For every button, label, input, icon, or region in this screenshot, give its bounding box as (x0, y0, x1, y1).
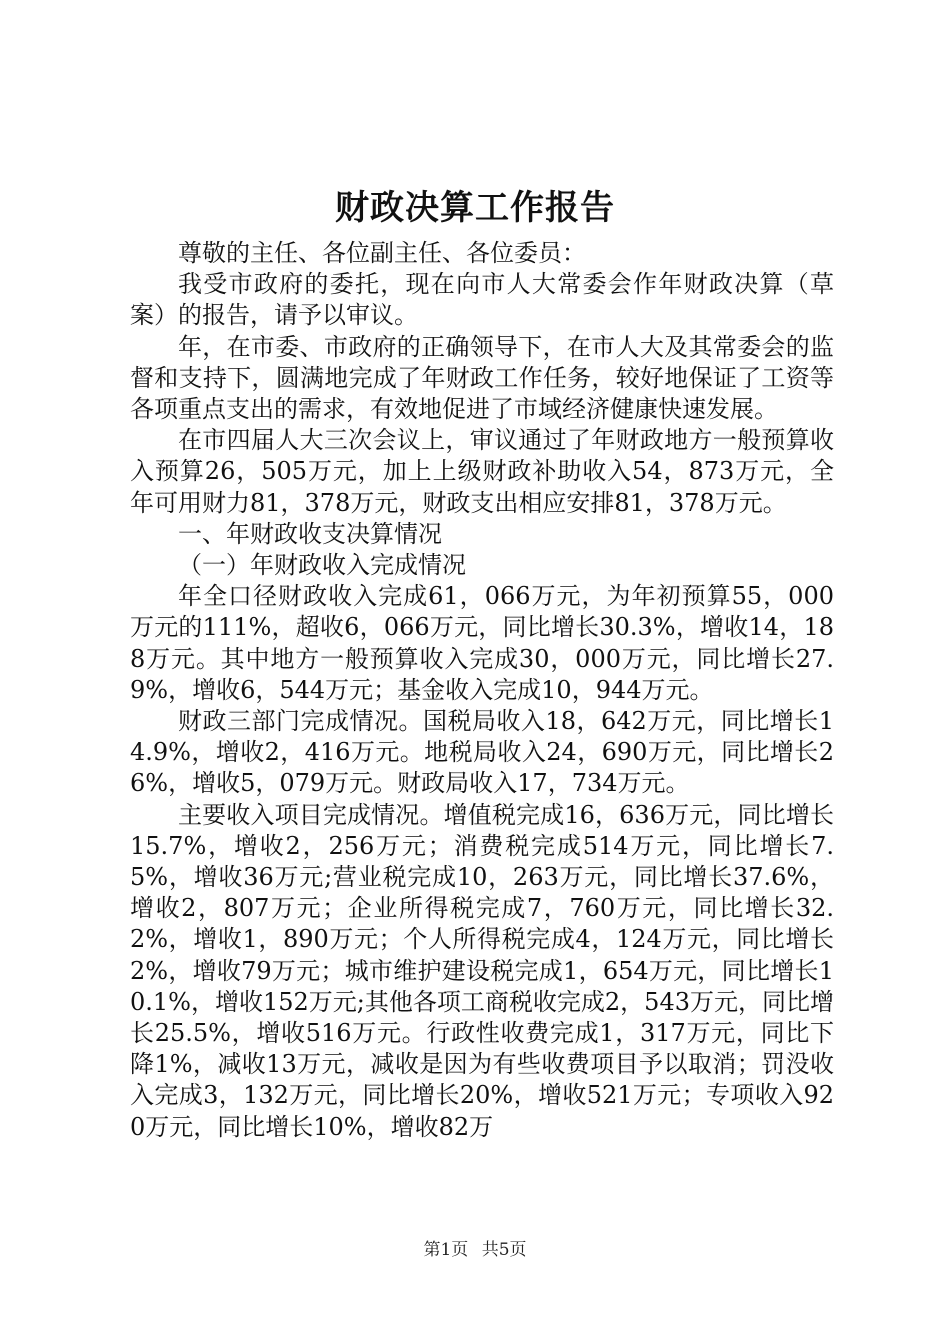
total-pages: 共5页 (481, 1240, 527, 1260)
intro-paragraph: 我受市政府的委托，现在向市人大常委会作年财政决算（草案）的报告，请予以审议。 (130, 270, 834, 330)
budget-paragraph: 在市四届人大三次会议上，审议通过了年财政地方一般预算收入预算26，505万元，加上上级财政补助收入54，873万元，全年可用财力81，378万元，财政支出相应安排81，378万元。 (130, 426, 834, 517)
subsection-heading: （一）年财政收入完成情况 (178, 551, 466, 580)
document-title: 财政决算工作报告 (335, 188, 615, 228)
revenue-paragraph: 年全口径财政收入完成61，066万元，为年初预算55，000万元的111%，超收6，066万元，同比增长30.3%，增收14，188万元。其中地方一般预算收入完成30，000万元，同比增长27.9%，增收6，544万元；基金收入完成10，944万元。 (130, 582, 834, 704)
document-body (130, 238, 834, 1143)
page-number: 第1页 (423, 1240, 469, 1260)
overview-paragraph: 年，在市委、市政府的正确领导下，在市人大及其常委会的监督和支持下，圆满地完成了年财政工作任务，较好地保证了工资等各项重点支出的需求，有效地促进了市域经济健康快速发展。 (130, 332, 834, 424)
revenue-items-paragraph: 主要收入项目完成情况。增值税完成16，636万元，同比增长15.7%，增收2，256万元；消费税完成514万元，同比增长7.5%，增收36万元;营业税完成10，263万元，同比增长37.6%，增收2，807万元；企业所得税完成7，760万元，同比增长32.2%，增收1，890万元；个人所得税完成4，124万元，同比增长2%，增收79万元；城市维护建设税完成1，654万元，同比增长10.1%，增收152万元;其他各项工商税收完成2，543万元，同比增长25.5%，增收516万元。行政性收费完成1，317万元，同比下降1%，减收13万元，减收是因为有些收费项目予以取消；罚没收入完成3，132万元，同比增长20%，增收521万元；专项收入920万元，同比增长10%，增收82万 (130, 800, 834, 1141)
departments-paragraph: 财政三部门完成情况。国税局收入18，642万元，同比增长14.9%，增收2，416万元。地税局收入24，690万元，同比增长26%，增收5，079万元。财政局收入17，734万元。 (130, 707, 834, 798)
salutation-paragraph: 尊敬的主任、各位副主任、各位委员： (178, 239, 586, 267)
section-heading: 一、年财政收支决算情况 (178, 519, 442, 548)
page-footer (0, 1238, 950, 1262)
